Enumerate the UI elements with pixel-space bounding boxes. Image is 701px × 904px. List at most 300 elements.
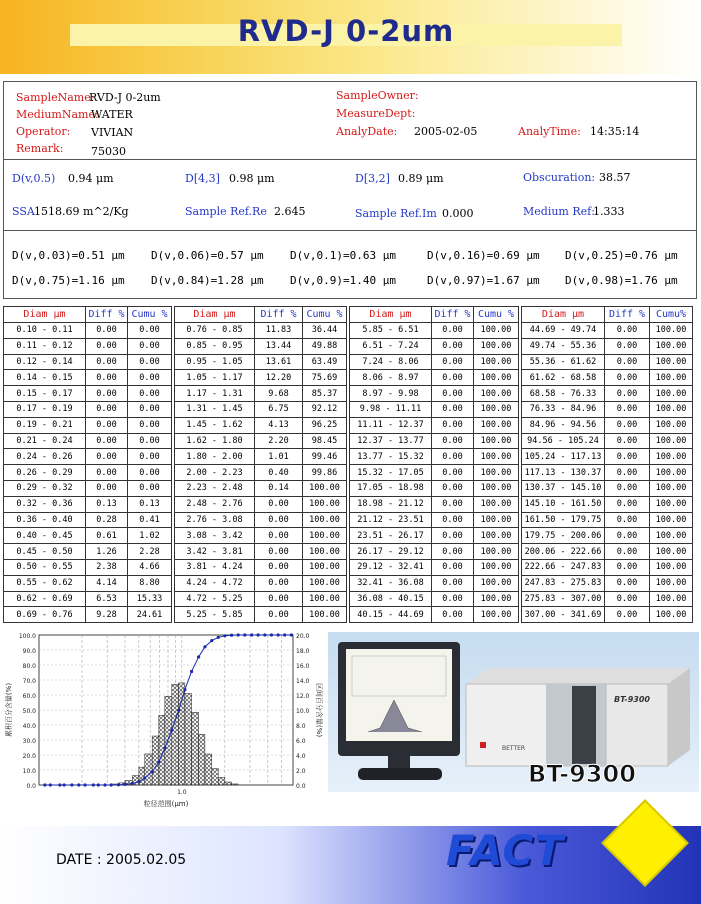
table-cell: 0.10 - 0.11	[4, 323, 86, 339]
cumulative-point	[97, 783, 100, 786]
right-tick-label: 8.0	[296, 723, 306, 730]
table-row	[175, 386, 347, 402]
left-tick-label: 20.0	[22, 753, 36, 760]
table-row	[522, 386, 693, 402]
table-row	[522, 480, 693, 496]
table-cell: 0.00	[605, 528, 650, 544]
sample-ref-im-value: 0.000	[442, 207, 474, 220]
table-cell: 0.00	[605, 401, 650, 417]
footer-date: DATE : 2005.02.05	[56, 852, 187, 868]
table-cell: 0.00	[432, 480, 474, 496]
table-cell: 9.98 - 11.11	[350, 401, 432, 417]
table-cell: 0.00	[605, 323, 650, 339]
table-row	[4, 607, 172, 623]
distribution-chart	[3, 628, 323, 814]
cumulative-point	[250, 633, 253, 636]
table-cell: 117.13 - 130.37	[522, 465, 605, 481]
table-row	[522, 559, 693, 575]
table-cell: 21.12 - 23.51	[350, 512, 432, 528]
table-row	[4, 591, 172, 607]
y-axis-label-right: 区间百分含量(%)	[315, 682, 323, 738]
table-cell: 100.00	[474, 433, 519, 449]
table-cell: 1.80 - 2.00	[175, 449, 255, 465]
distribution-subtable	[174, 306, 347, 623]
table-cell: 8.80	[128, 575, 172, 591]
table-cell: 100.00	[474, 338, 519, 354]
table-cell: 100.00	[474, 417, 519, 433]
d-value: D(v,0.1)=0.63 μm	[290, 249, 396, 262]
operator-value: VIVIAN	[91, 126, 134, 139]
table-cell: 222.66 - 247.83	[522, 559, 605, 575]
table-cell: 0.00	[432, 512, 474, 528]
table-cell: 0.00	[255, 544, 303, 560]
d32-label: D[3,2]	[355, 172, 390, 185]
table-row	[522, 338, 693, 354]
d-value: D(v,0.9)=1.40 μm	[290, 274, 396, 287]
table-cell: 100.00	[474, 512, 519, 528]
cumulative-point	[263, 633, 266, 636]
table-cell: 0.00	[128, 323, 172, 339]
histogram-bar	[192, 712, 199, 785]
d-values-panel	[3, 231, 697, 299]
table-cell: 145.10 - 161.50	[522, 496, 605, 512]
table-cell: 0.00	[605, 544, 650, 560]
table-cell: 179.75 - 200.06	[522, 528, 605, 544]
table-cell: 2.00 - 2.23	[175, 465, 255, 481]
table-cell: 100.00	[474, 575, 519, 591]
table-cell: 0.50 - 0.55	[4, 559, 86, 575]
table-cell: 63.49	[303, 354, 347, 370]
cumulative-point	[257, 633, 260, 636]
table-cell: 100.00	[303, 559, 347, 575]
table-cell: 0.00	[432, 544, 474, 560]
table-row	[175, 480, 347, 496]
product-photo	[328, 632, 699, 792]
page-title: RVD-J 0-2um	[237, 14, 455, 48]
cumulative-point	[243, 633, 246, 636]
histogram-bar	[185, 694, 192, 786]
d-value: D(v,0.16)=0.69 μm	[427, 249, 540, 262]
sample-name-label: SampleName:	[16, 91, 95, 104]
table-cell: 1.01	[255, 449, 303, 465]
table-cell: 7.24 - 8.06	[350, 354, 432, 370]
table-cell: 84.96 - 94.56	[522, 417, 605, 433]
table-cell: 0.00	[86, 338, 128, 354]
cumulative-point	[58, 783, 61, 786]
table-cell: 0.45 - 0.50	[4, 544, 86, 560]
cumulative-point	[177, 709, 180, 712]
table-cell: 0.36 - 0.40	[4, 512, 86, 528]
cumulative-point	[70, 783, 73, 786]
table-cell: 99.86	[303, 465, 347, 481]
table-row	[522, 575, 693, 591]
table-cell: 100.00	[650, 370, 693, 386]
histogram-bar	[165, 696, 172, 785]
left-tick-label: 90.0	[22, 648, 36, 655]
analy-date-label: AnalyDate:	[336, 125, 398, 138]
table-cell: 2.48 - 2.76	[175, 496, 255, 512]
table-row	[175, 323, 347, 339]
table-cell: 100.00	[650, 544, 693, 560]
left-tick-label: 50.0	[22, 708, 36, 715]
table-cell: 100.00	[303, 575, 347, 591]
table-cell: 0.40	[255, 465, 303, 481]
table-cell: 100.00	[474, 370, 519, 386]
table-cell: 4.72 - 5.25	[175, 591, 255, 607]
table-row	[350, 401, 519, 417]
table-row	[350, 449, 519, 465]
table-cell: 13.61	[255, 354, 303, 370]
table-row	[350, 323, 519, 339]
table-cell: 0.62 - 0.69	[4, 591, 86, 607]
right-tick-label: 10.0	[296, 708, 310, 715]
table-cell: 1.02	[128, 528, 172, 544]
table-cell: 0.00	[605, 433, 650, 449]
d43-value: 0.98 μm	[229, 172, 275, 185]
left-tick-label: 80.0	[22, 663, 36, 670]
table-cell: 4.24 - 4.72	[175, 575, 255, 591]
table-cell: 0.00	[86, 433, 128, 449]
table-cell: 0.61	[86, 528, 128, 544]
right-tick-label: 6.0	[296, 738, 306, 745]
table-cell: 0.32 - 0.36	[4, 496, 86, 512]
cumulative-point	[137, 780, 140, 783]
table-cell: 100.00	[650, 323, 693, 339]
histogram-bar	[145, 754, 152, 785]
histogram-bar	[152, 736, 159, 785]
table-row	[175, 449, 347, 465]
right-tick-label: 14.0	[296, 678, 310, 685]
table-cell: 100.00	[650, 417, 693, 433]
table-row	[350, 354, 519, 370]
cumulative-point	[203, 645, 206, 648]
table-cell: 100.00	[303, 496, 347, 512]
table-cell: 0.12 - 0.14	[4, 354, 86, 370]
column-header: Diff %	[255, 307, 303, 323]
d-value: D(v,0.03)=0.51 μm	[12, 249, 125, 262]
table-cell: 130.37 - 145.10	[522, 480, 605, 496]
table-row	[4, 528, 172, 544]
table-cell: 0.00	[128, 401, 172, 417]
table-cell: 0.00	[605, 591, 650, 607]
d-value: D(v,0.25)=0.76 μm	[565, 249, 678, 262]
table-cell: 6.51 - 7.24	[350, 338, 432, 354]
cumulative-point	[197, 655, 200, 658]
sample-owner-label: SampleOwner:	[336, 89, 419, 102]
table-row	[4, 386, 172, 402]
table-row	[4, 449, 172, 465]
table-cell: 0.95 - 1.05	[175, 354, 255, 370]
table-cell: 6.75	[255, 401, 303, 417]
table-cell: 0.00	[86, 354, 128, 370]
left-tick-label: 0.0	[26, 783, 36, 790]
table-row	[175, 401, 347, 417]
table-cell: 0.00	[128, 480, 172, 496]
table-cell: 99.46	[303, 449, 347, 465]
table-cell: 100.00	[650, 354, 693, 370]
column-header: Diam μm	[4, 307, 86, 323]
histogram-bar	[172, 684, 179, 785]
table-cell: 0.00	[605, 496, 650, 512]
table-cell: 0.00	[128, 449, 172, 465]
d-value: D(v,0.06)=0.57 μm	[151, 249, 264, 262]
cumulative-point	[123, 783, 126, 786]
table-row	[350, 591, 519, 607]
table-row	[522, 323, 693, 339]
table-cell: 100.00	[474, 544, 519, 560]
table-cell: 200.06 - 222.66	[522, 544, 605, 560]
table-cell: 100.00	[650, 528, 693, 544]
table-cell: 1.31 - 1.45	[175, 401, 255, 417]
table-cell: 0.00	[605, 575, 650, 591]
table-row	[175, 417, 347, 433]
table-cell: 100.00	[650, 449, 693, 465]
table-cell: 2.28	[128, 544, 172, 560]
table-cell: 0.00	[432, 465, 474, 481]
table-cell: 0.00	[605, 370, 650, 386]
table-cell: 0.00	[432, 417, 474, 433]
table-cell: 3.42 - 3.81	[175, 544, 255, 560]
statistics-panel	[3, 160, 697, 231]
analy-time-value: 14:35:14	[590, 125, 640, 138]
table-cell: 92.12	[303, 401, 347, 417]
sample-ref-re-value: 2.645	[274, 205, 306, 218]
table-row	[350, 465, 519, 481]
table-cell: 0.00	[128, 433, 172, 449]
table-cell: 0.69 - 0.76	[4, 607, 86, 623]
table-row	[350, 370, 519, 386]
table-cell: 29.12 - 32.41	[350, 559, 432, 575]
table-cell: 0.00	[86, 417, 128, 433]
table-cell: 0.00	[255, 575, 303, 591]
table-row	[4, 338, 172, 354]
table-cell: 100.00	[650, 591, 693, 607]
histogram-bar	[179, 683, 185, 785]
d32-value: 0.89 μm	[398, 172, 444, 185]
d-value: D(v,0.97)=1.67 μm	[427, 274, 540, 287]
left-tick-label: 60.0	[22, 693, 36, 700]
table-cell: 36.08 - 40.15	[350, 591, 432, 607]
table-cell: 100.00	[650, 465, 693, 481]
table-cell: 76.33 - 84.96	[522, 401, 605, 417]
left-tick-label: 100.0	[18, 633, 36, 640]
table-cell: 0.55 - 0.62	[4, 575, 86, 591]
right-tick-label: 0.0	[296, 783, 306, 790]
table-cell: 100.00	[650, 401, 693, 417]
table-cell: 0.13	[128, 496, 172, 512]
table-cell: 0.21 - 0.24	[4, 433, 86, 449]
table-cell: 0.00	[605, 449, 650, 465]
table-row	[350, 575, 519, 591]
device-label: BT-9300	[614, 695, 650, 704]
table-cell: 0.26 - 0.29	[4, 465, 86, 481]
table-row	[522, 433, 693, 449]
cumulative-point	[43, 783, 46, 786]
table-cell: 161.50 - 179.75	[522, 512, 605, 528]
table-row	[350, 607, 519, 623]
d-value: D(v,0.84)=1.28 μm	[151, 274, 264, 287]
table-cell: 0.00	[432, 607, 474, 623]
table-cell: 100.00	[650, 338, 693, 354]
table-cell: 100.00	[474, 528, 519, 544]
medium-name-value: WATER	[91, 108, 133, 121]
table-cell: 100.00	[474, 559, 519, 575]
table-cell: 0.00	[432, 591, 474, 607]
table-cell: 44.69 - 49.74	[522, 323, 605, 339]
table-row	[4, 480, 172, 496]
table-cell: 36.44	[303, 323, 347, 339]
table-cell: 0.00	[605, 512, 650, 528]
left-tick-label: 10.0	[22, 768, 36, 775]
table-cell: 94.56 - 105.24	[522, 433, 605, 449]
table-row	[175, 370, 347, 386]
table-cell: 2.23 - 2.48	[175, 480, 255, 496]
cumulative-point	[77, 783, 80, 786]
histogram-bar	[218, 777, 225, 785]
cumulative-point	[277, 633, 280, 636]
ssa-value: 1518.69 m^2/Kg	[34, 205, 129, 218]
table-cell: 100.00	[650, 512, 693, 528]
table-cell: 11.11 - 12.37	[350, 417, 432, 433]
table-row	[175, 607, 347, 623]
table-cell: 100.00	[474, 449, 519, 465]
table-cell: 5.25 - 5.85	[175, 607, 255, 623]
column-header: Cumu%	[650, 307, 693, 323]
table-cell: 13.77 - 15.32	[350, 449, 432, 465]
table-cell: 0.00	[86, 480, 128, 496]
table-row	[4, 417, 172, 433]
cumulative-point	[183, 688, 186, 691]
sample-name-value: RVD-J 0-2um	[89, 91, 161, 104]
table-row	[522, 449, 693, 465]
sample-ref-re-label: Sample Ref.Re	[185, 205, 267, 218]
table-row	[175, 512, 347, 528]
table-row	[350, 433, 519, 449]
table-cell: 49.74 - 55.36	[522, 338, 605, 354]
table-cell: 3.81 - 4.24	[175, 559, 255, 575]
table-cell: 4.13	[255, 417, 303, 433]
ssa-label: SSA	[12, 205, 35, 218]
table-cell: 61.62 - 68.58	[522, 370, 605, 386]
table-cell: 2.20	[255, 433, 303, 449]
cumulative-point	[117, 783, 120, 786]
table-cell: 1.05 - 1.17	[175, 370, 255, 386]
column-header: Cumu %	[128, 307, 172, 323]
table-row	[522, 512, 693, 528]
remark-value: 75030	[91, 145, 126, 158]
left-tick-label: 30.0	[22, 738, 36, 745]
table-cell: 2.38	[86, 559, 128, 575]
column-header: Cumu %	[303, 307, 347, 323]
table-cell: 0.00	[255, 528, 303, 544]
measure-dept-label: MeasureDept:	[336, 107, 416, 120]
table-row	[4, 370, 172, 386]
table-cell: 0.15 - 0.17	[4, 386, 86, 402]
cumulative-point	[223, 634, 226, 637]
distribution-table	[3, 306, 697, 623]
table-cell: 100.00	[474, 465, 519, 481]
table-cell: 100.00	[303, 528, 347, 544]
cumulative-point	[190, 670, 193, 673]
histogram-bar	[199, 734, 205, 785]
table-cell: 100.00	[474, 323, 519, 339]
table-cell: 4.66	[128, 559, 172, 575]
table-cell: 100.00	[650, 559, 693, 575]
fact-logo: FACT	[446, 826, 564, 875]
table-cell: 0.00	[605, 559, 650, 575]
column-header: Cumu %	[474, 307, 519, 323]
table-cell: 0.76 - 0.85	[175, 323, 255, 339]
table-cell: 0.00	[432, 575, 474, 591]
model-label: BT-9300	[528, 760, 636, 788]
right-tick-label: 20.0	[296, 633, 310, 640]
table-cell: 100.00	[650, 607, 693, 623]
table-cell: 15.32 - 17.05	[350, 465, 432, 481]
table-cell: 100.00	[474, 401, 519, 417]
table-cell: 100.00	[303, 591, 347, 607]
x-tick-label: 1.0	[177, 789, 187, 796]
table-cell: 100.00	[303, 607, 347, 623]
table-cell: 0.00	[128, 417, 172, 433]
column-header: Diam μm	[175, 307, 255, 323]
table-cell: 100.00	[650, 433, 693, 449]
table-row	[4, 559, 172, 575]
table-cell: 0.11 - 0.12	[4, 338, 86, 354]
table-row	[350, 512, 519, 528]
table-row	[175, 354, 347, 370]
dv05-value: 0.94 μm	[68, 172, 114, 185]
table-cell: 0.00	[128, 386, 172, 402]
table-cell: 0.00	[128, 354, 172, 370]
table-cell: 0.00	[605, 386, 650, 402]
cumulative-point	[103, 783, 106, 786]
table-cell: 0.00	[432, 386, 474, 402]
table-cell: 100.00	[650, 480, 693, 496]
table-cell: 11.83	[255, 323, 303, 339]
table-cell: 0.00	[86, 465, 128, 481]
table-cell: 12.20	[255, 370, 303, 386]
d43-label: D[4,3]	[185, 172, 220, 185]
chart-svg	[3, 628, 323, 814]
obscuration-label: Obscuration:	[523, 171, 596, 184]
table-cell: 0.00	[432, 338, 474, 354]
table-row	[522, 544, 693, 560]
histogram-bar	[225, 782, 232, 785]
column-header: Diff %	[432, 307, 474, 323]
left-tick-label: 40.0	[22, 723, 36, 730]
analy-time-label: AnalyTime:	[518, 125, 581, 138]
table-cell: 0.00	[432, 401, 474, 417]
table-cell: 0.41	[128, 512, 172, 528]
table-cell: 105.24 - 117.13	[522, 449, 605, 465]
table-cell: 100.00	[650, 386, 693, 402]
sample-ref-im-label: Sample Ref.Im	[355, 207, 437, 220]
table-row	[4, 433, 172, 449]
medium-ref-label: Medium Ref:	[523, 205, 595, 218]
table-row	[175, 465, 347, 481]
table-row	[522, 417, 693, 433]
table-cell: 0.14 - 0.15	[4, 370, 86, 386]
table-cell: 8.06 - 8.97	[350, 370, 432, 386]
obscuration-value: 38.57	[599, 171, 631, 184]
cumulative-point	[49, 783, 52, 786]
cumulative-point	[63, 783, 66, 786]
table-row	[4, 512, 172, 528]
cumulative-point	[270, 633, 273, 636]
histogram-bar	[232, 784, 239, 785]
table-cell: 2.76 - 3.08	[175, 512, 255, 528]
table-cell: 3.08 - 3.42	[175, 528, 255, 544]
